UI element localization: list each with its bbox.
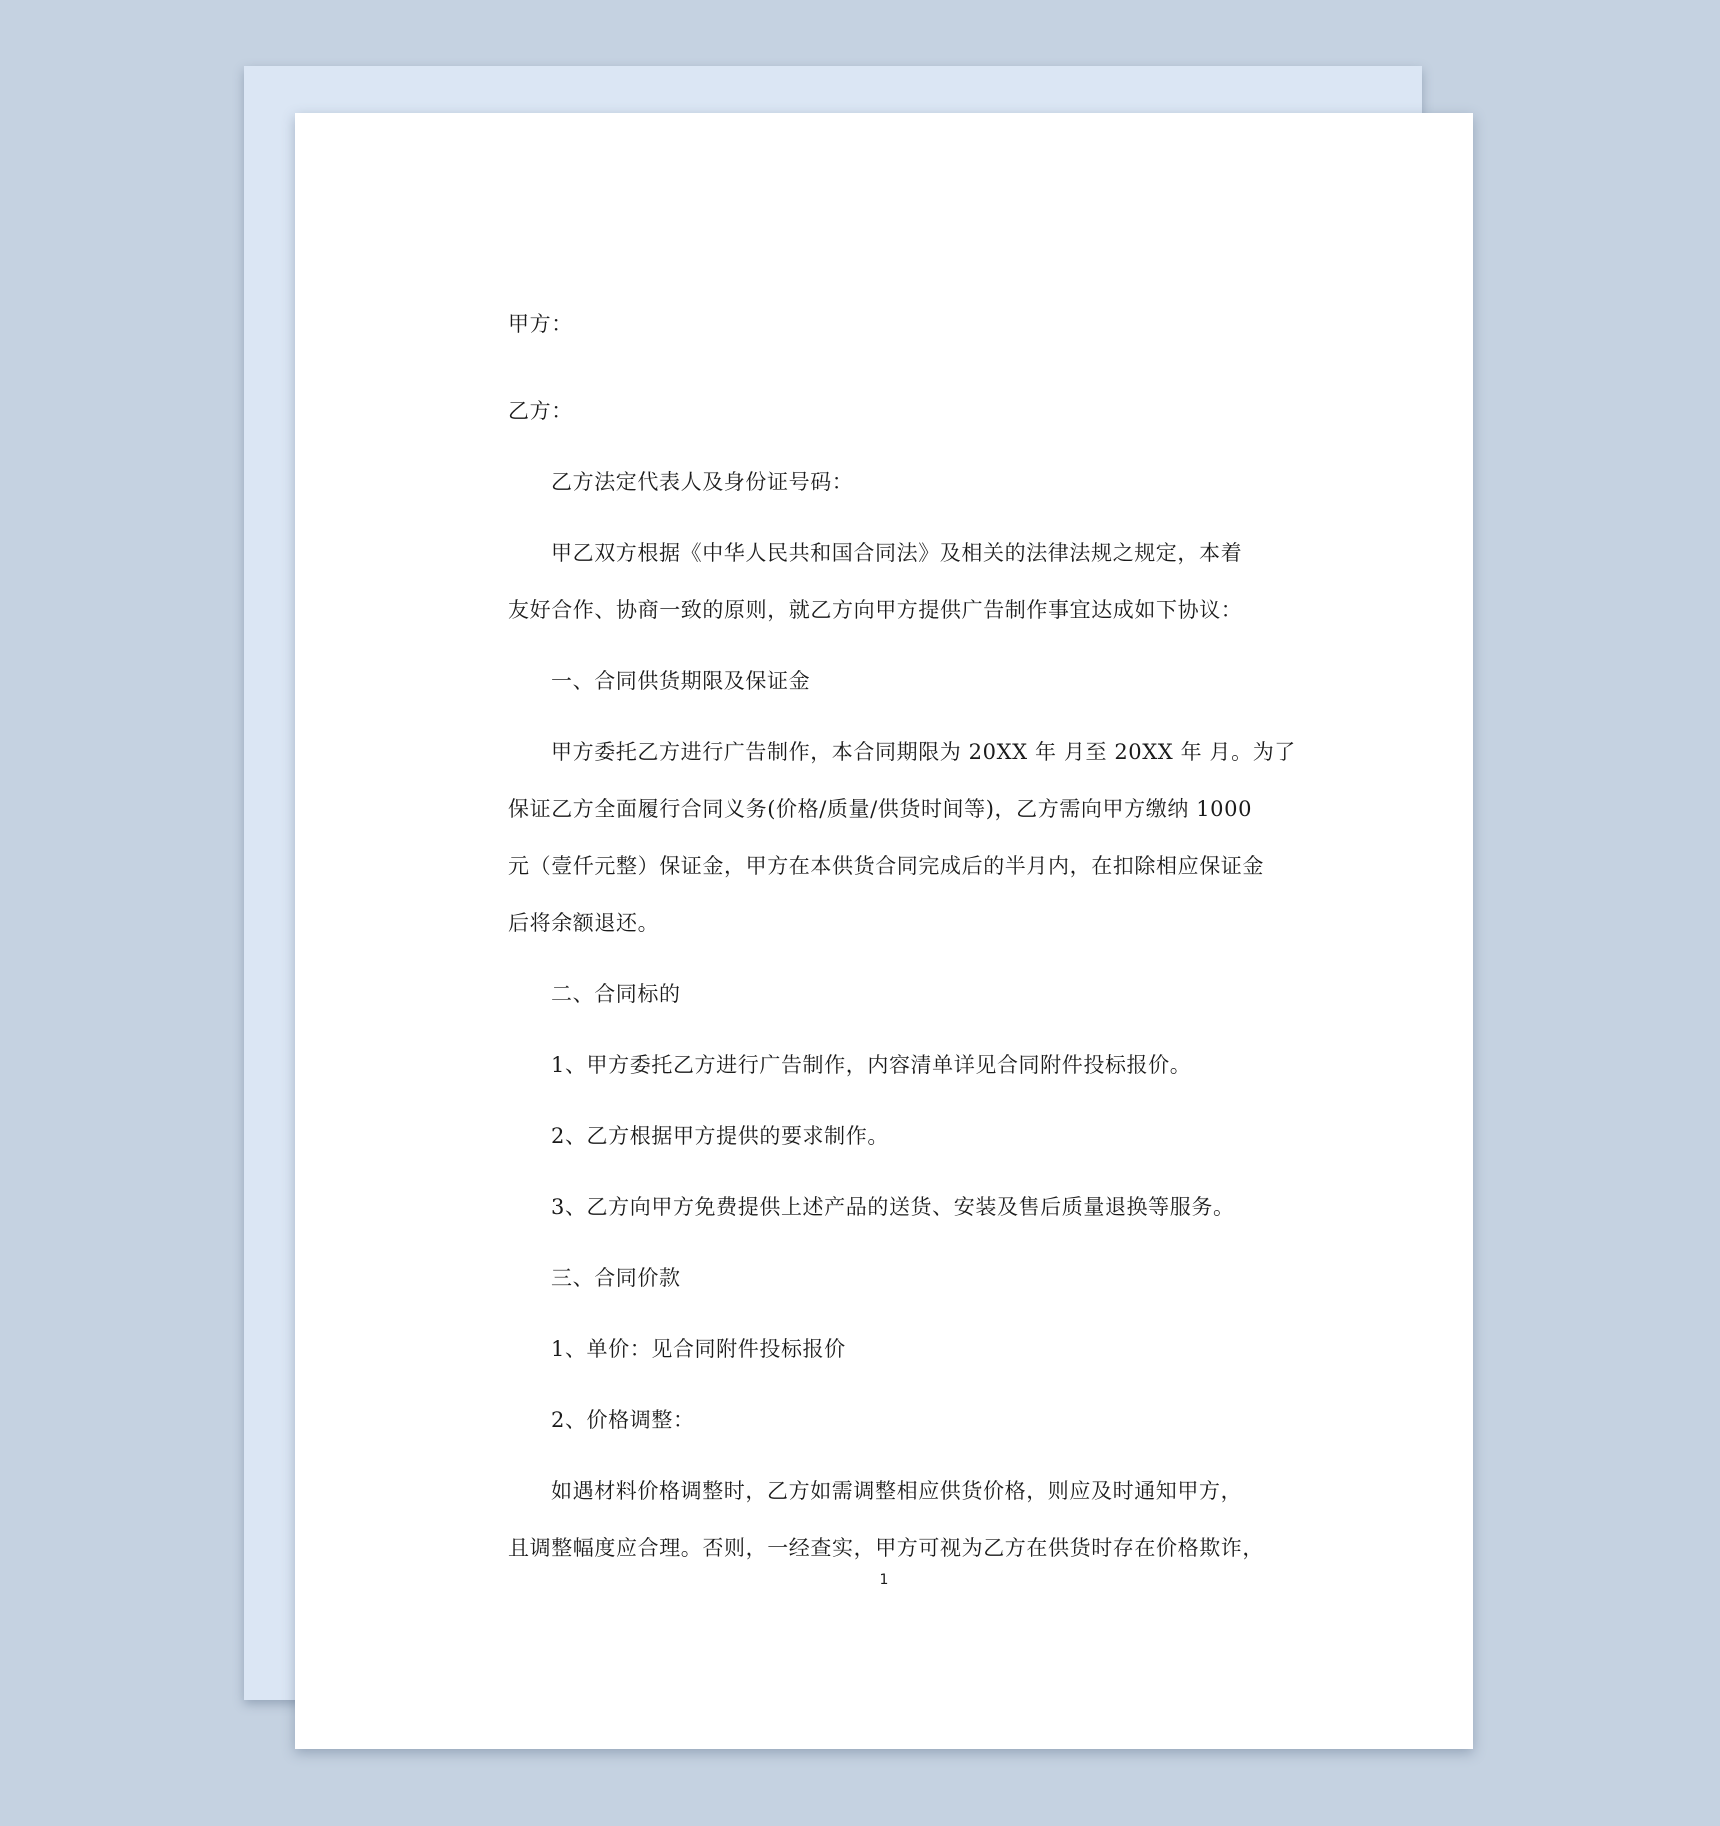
- section-2-item-2: 2、乙方根据甲方提供的要求制作。: [551, 1124, 889, 1148]
- section-1-line-2: 保证乙方全面履行合同义务(价格/质量/供货时间等)，乙方需向甲方缴纳 1000: [508, 797, 1253, 821]
- section-3-line-1: 如遇材料价格调整时，乙方如需调整相应供货价格，则应及时通知甲方，: [551, 1479, 1243, 1503]
- party-b-representative-line: 乙方法定代表人及身份证号码：: [551, 470, 854, 494]
- intro-paragraph-line-2: 友好合作、协商一致的原则，就乙方向甲方提供广告制作事宜达成如下协议：: [508, 598, 1243, 622]
- section-1-heading: 一、合同供货期限及保证金: [551, 669, 811, 693]
- party-b-line: 乙方：: [508, 399, 573, 423]
- party-a-line: 甲方：: [508, 312, 573, 336]
- section-1-line-1: 甲方委托乙方进行广告制作，本合同期限为 20XX 年 月至 20XX 年 月。为了: [551, 740, 1296, 764]
- section-1-line-4: 后将余额退还。: [508, 911, 660, 935]
- section-3-heading: 三、合同价款: [551, 1266, 681, 1290]
- intro-paragraph-line-1: 甲乙双方根据《中华人民共和国合同法》及相关的法律法规之规定，本着: [551, 541, 1243, 565]
- section-2-item-1: 1、甲方委托乙方进行广告制作，内容清单详见合同附件投标报价。: [551, 1053, 1192, 1077]
- section-3-item-1: 1、单价：见合同附件投标报价: [551, 1337, 846, 1361]
- page-number: 1: [879, 1572, 889, 1588]
- section-2-heading: 二、合同标的: [551, 982, 681, 1006]
- document-page: [295, 113, 1473, 1749]
- section-3-item-2: 2、价格调整：: [551, 1408, 695, 1432]
- section-1-line-3: 元（壹仟元整）保证金，甲方在本供货合同完成后的半月内，在扣除相应保证金: [508, 854, 1264, 878]
- section-3-line-2: 且调整幅度应合理。否则，一经查实，甲方可视为乙方在供货时存在价格欺诈，: [508, 1536, 1264, 1560]
- section-2-item-3: 3、乙方向甲方免费提供上述产品的送货、安装及售后质量退换等服务。: [551, 1195, 1235, 1219]
